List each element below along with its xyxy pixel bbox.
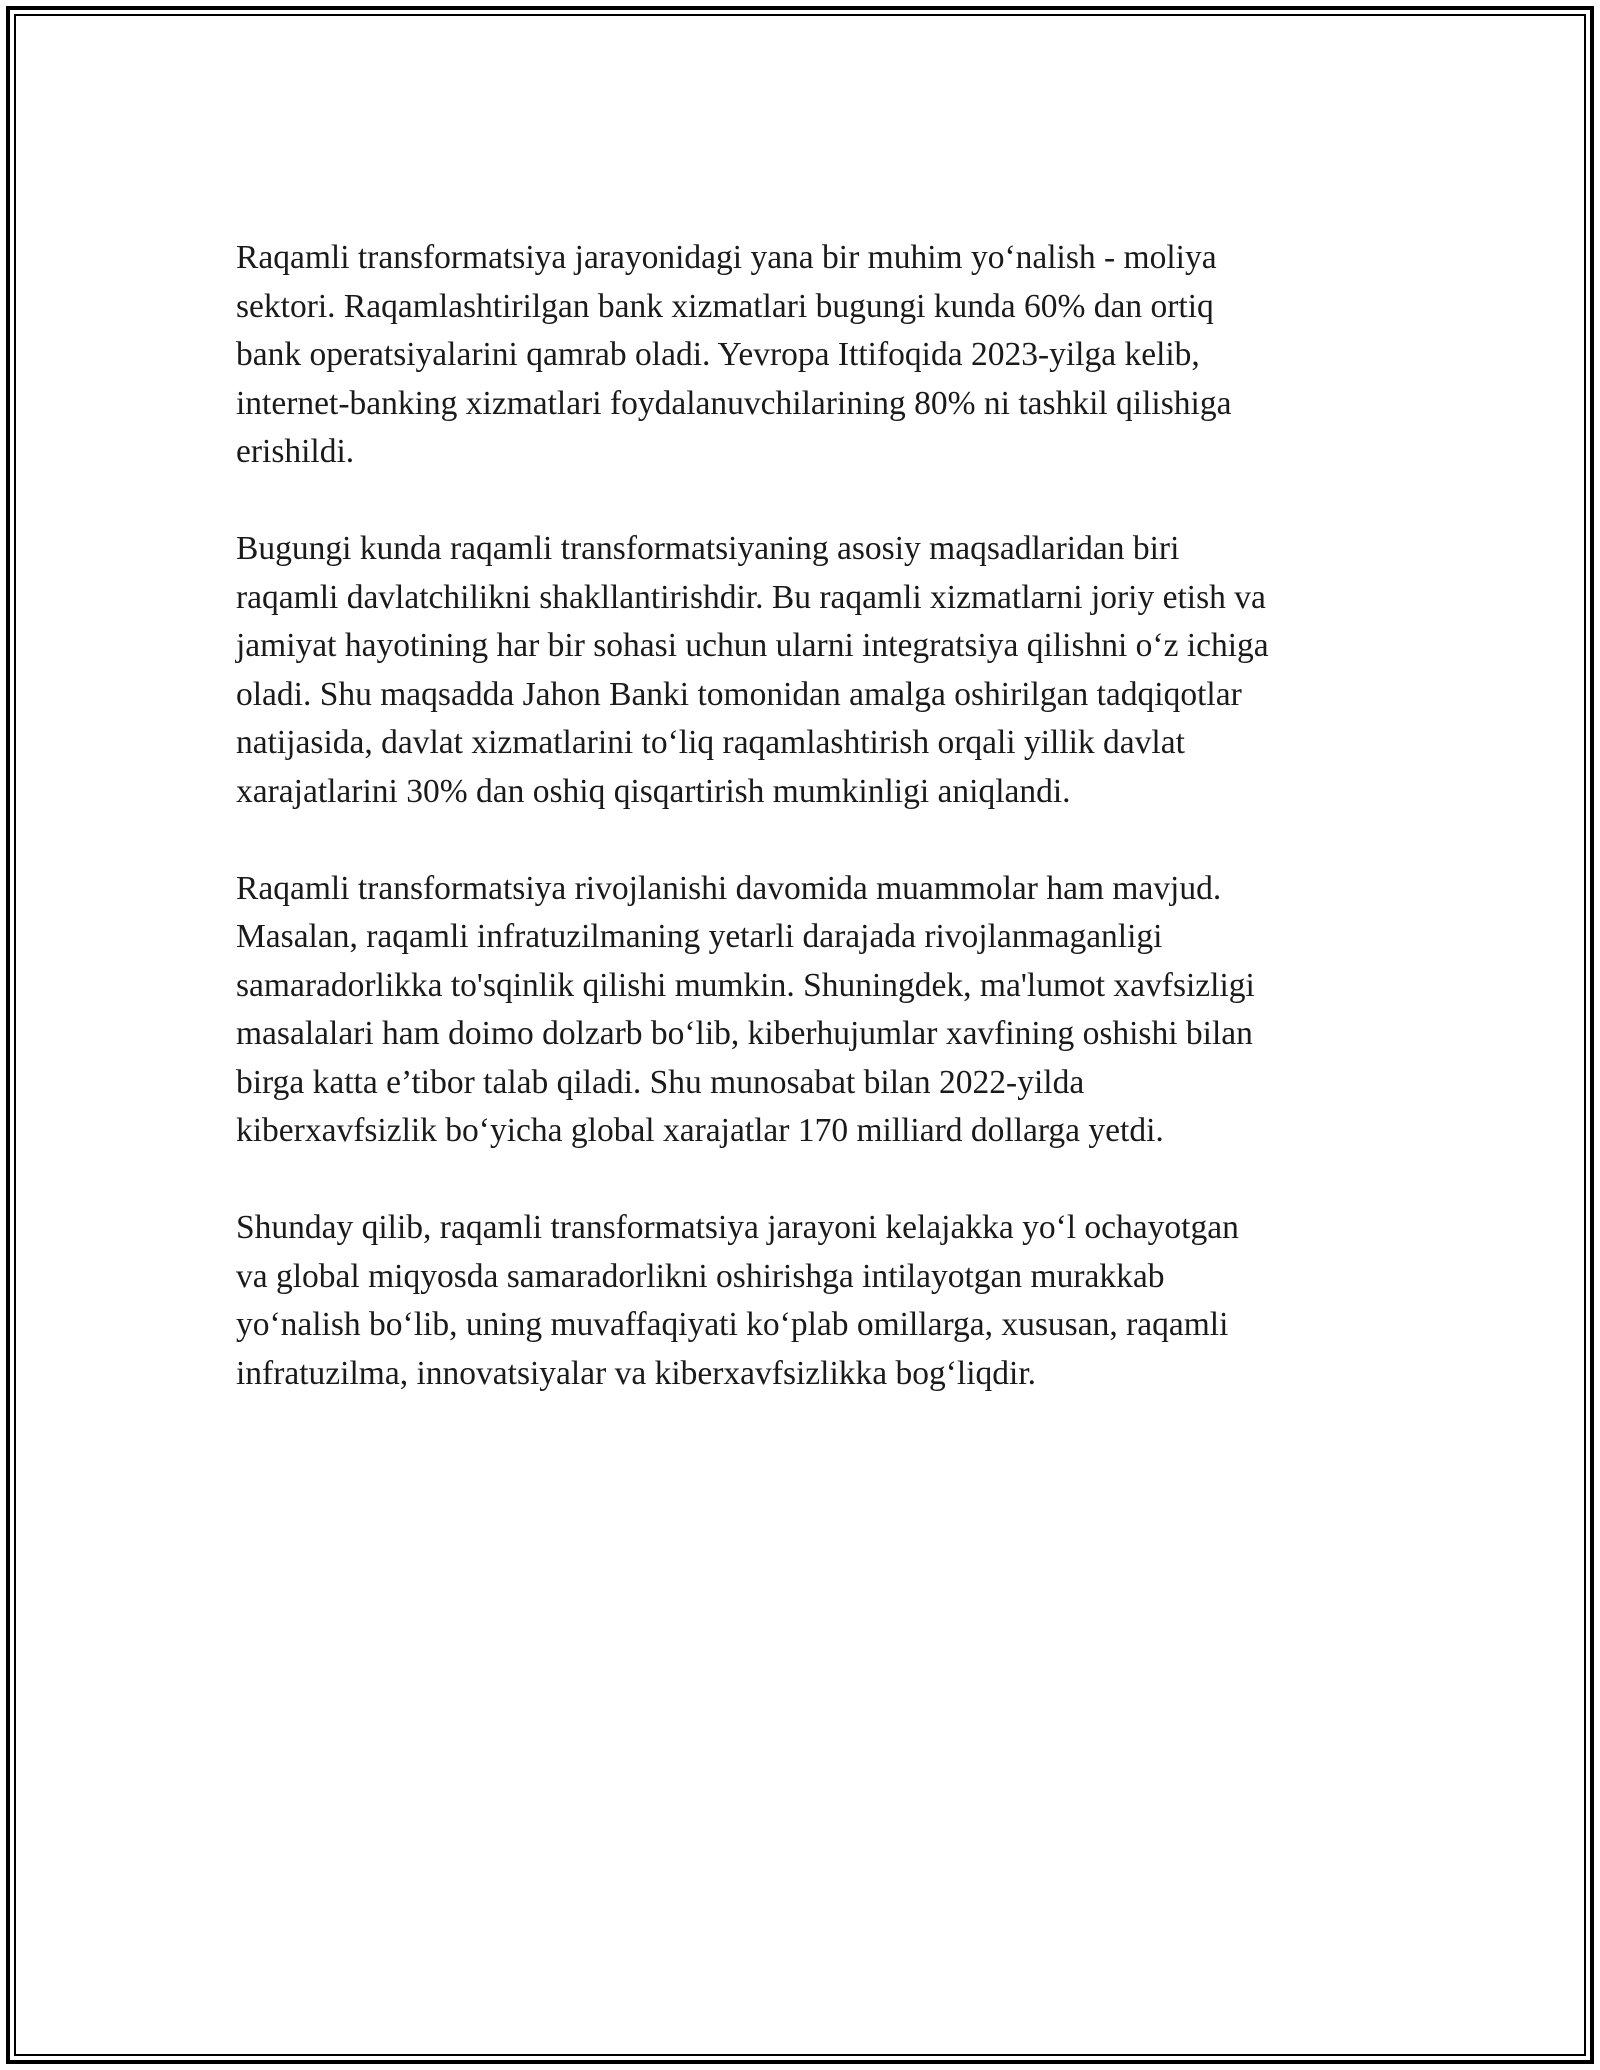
paragraph-challenges: [236, 865, 1376, 1156]
text-line: oladi. Shu maqsadda Jahon Banki tomonidan amalga oshirilgan tadqiqotlar: [236, 675, 1242, 713]
text-line: Shunday qilib, raqamli transformatsiya jarayoni kelajakka yo‘l ochayotgan: [236, 1209, 1239, 1246]
text-line: natijasida, davlat xizmatlarini to‘liq raqamlashtirish orqali yillik davlat: [236, 724, 1185, 761]
text-line: Raqamli transformatsiya jarayonidagi yana bir muhim yo‘nalish - moliya: [236, 239, 1217, 276]
text-line: masalalari ham doimo dolzarb bo‘lib, kiberhujumlar xavfining oshishi bilan: [236, 1015, 1253, 1052]
text-line: jamiyat hayotining har bir sohasi uchun ularni integratsiya qilishni o‘z ichiga: [236, 627, 1269, 664]
text-line: internet-banking xizmatlari foydalanuvchilarining 80% ni tashkil qilishiga: [236, 384, 1232, 422]
text-line: bank operatsiyalarini qamrab oladi. Yevropa Ittifoqida 2023-yilga kelib,: [236, 336, 1200, 373]
text-line: erishildi.: [236, 433, 355, 470]
text-line: yo‘nalish bo‘lib, uning muvaffaqiyati ko‘plab omillarga, xususan, raqamli: [236, 1306, 1229, 1343]
text-line: Masalan, raqamli infratuzilmaning yetarli darajada rivojlanmaganligi: [236, 918, 1163, 955]
text-line: Raqamli transformatsiya rivojlanishi davomida muammolar ham mavjud.: [236, 869, 1222, 907]
text-line: Bugungi kunda raqamli transformatsiyaning asosiy maqsadlaridan biri: [236, 530, 1180, 567]
text-line: infratuzilma, innovatsiyalar va kiberxavfsizlikka bog‘liqdir.: [236, 1354, 1037, 1392]
text-line: xarajatlarini 30% dan oshiq qisqartirish mumkinligi aniqlandi.: [236, 772, 1071, 810]
document-body: [236, 234, 1376, 1447]
text-line: samaradorlikka to'sqinlik qilishi mumkin. Shuningdek, ma'lumot xavfsizligi: [236, 966, 1255, 1004]
text-line: birga katta e’tibor talab qiladi. Shu munosabat bilan 2022-yilda: [236, 1063, 1085, 1101]
paragraph-conclusion: [236, 1204, 1376, 1398]
text-line: raqamli davlatchilikni shakllantirishdir. Bu raqamli xizmatlarni joriy etish va: [236, 578, 1266, 616]
paragraph-finance-sector: [236, 234, 1376, 477]
paragraph-digital-government: [236, 525, 1376, 816]
text-line: sektori. Raqamlashtirilgan bank xizmatlari bugungi kunda 60% dan ortiq: [236, 287, 1214, 325]
text-line: kiberxavfsizlik bo‘yicha global xarajatlar 170 milliard dollarga yetdi.: [236, 1112, 1164, 1149]
text-line: va global miqyosda samaradorlikni oshirishga intilayotgan murakkab: [236, 1257, 1165, 1295]
